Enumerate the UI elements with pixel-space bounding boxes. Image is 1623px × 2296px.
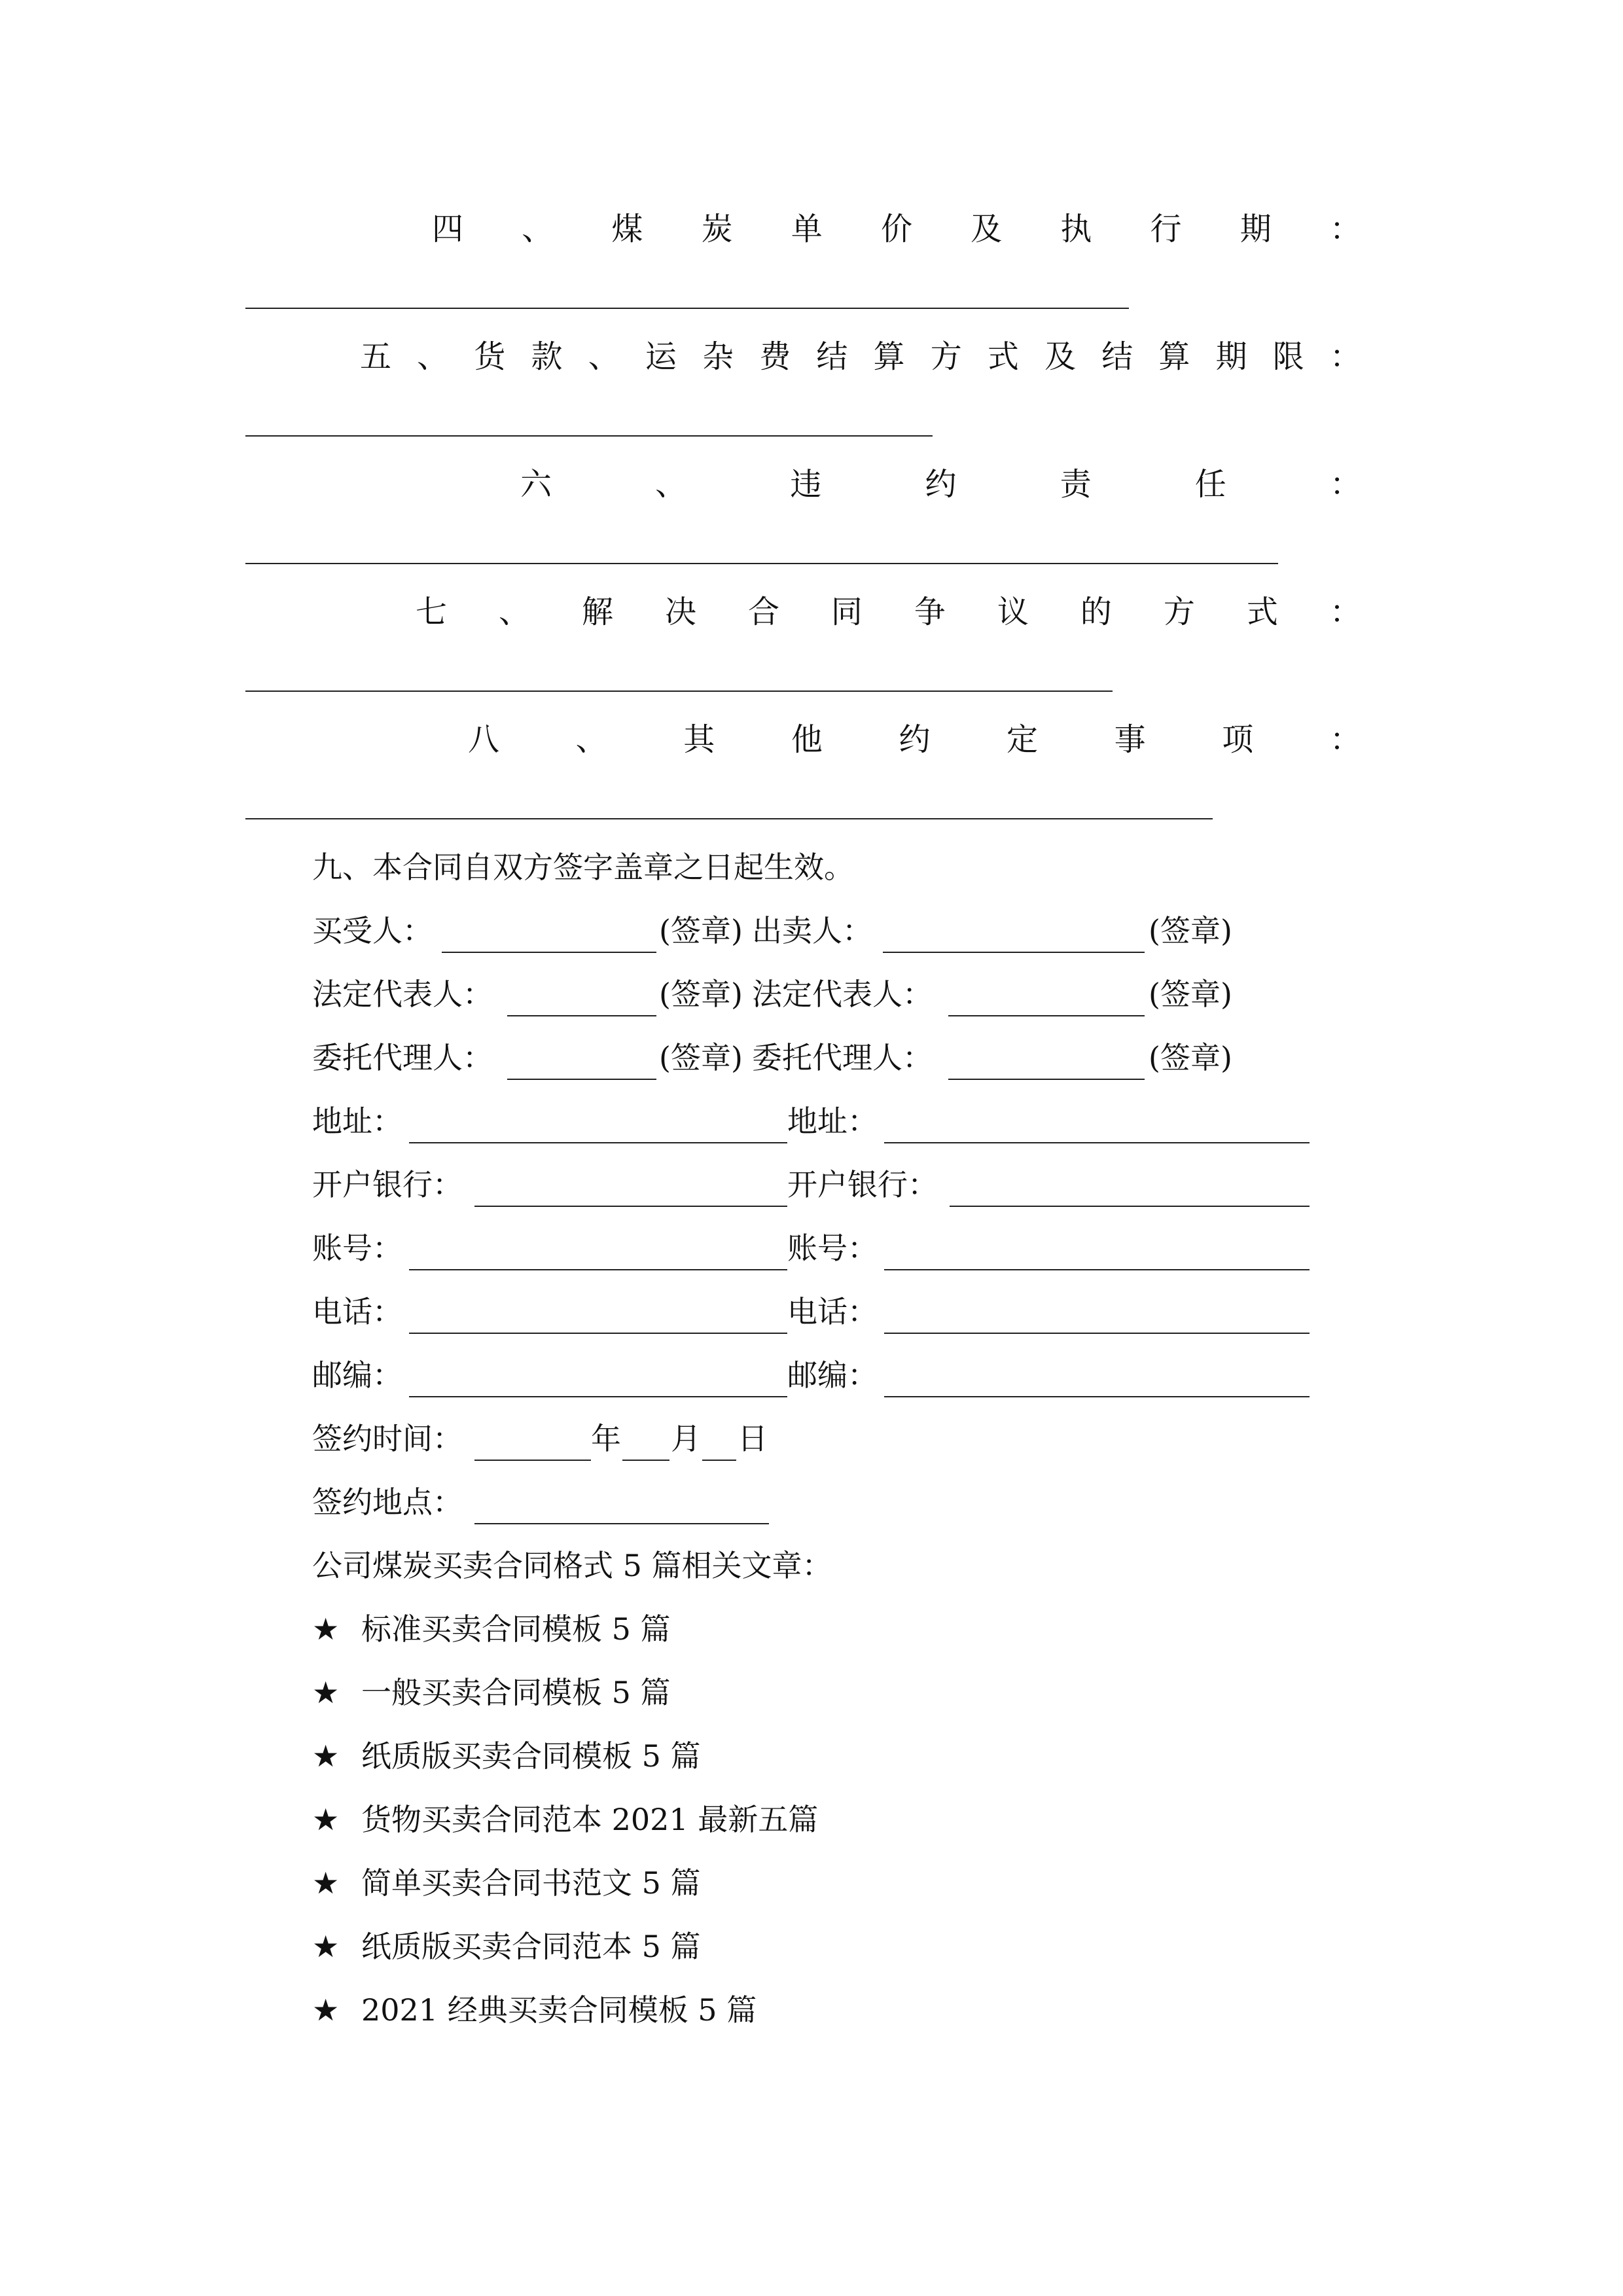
star-icon: ★ [312,1802,340,1837]
heading-char: 约 [899,721,931,758]
legal-rep-blank-1[interactable] [507,1015,656,1016]
heading-char: 五 [360,338,392,375]
legal-rep-label-2: 法定代表人： [752,977,933,1012]
account-label-2: 账号： [787,1230,878,1266]
agent-blank-2[interactable] [948,1079,1145,1080]
heading-char: 单 [791,211,823,247]
related-item[interactable] [312,1920,701,1973]
clause-5-fill-line [245,435,933,437]
heading-char: 执 [1060,211,1092,247]
heading-char: 事 [1114,721,1146,758]
address-blank-2[interactable] [884,1142,1310,1143]
agent-blank-1[interactable] [507,1079,656,1080]
clause-6-fill-line [245,563,1278,564]
date-label: 签约时间： [312,1421,463,1456]
heading-char: 约 [925,466,957,503]
heading-char: 他 [791,721,823,758]
phone-blank-1[interactable] [409,1333,787,1334]
heading-char: 炭 [701,211,733,247]
heading-char: 方 [930,338,962,375]
year-label: 年 [591,1421,621,1456]
heading-char: 期 [1240,211,1272,247]
agent-label-2: 委托代理人： [752,1040,933,1075]
heading-char: 款 [531,338,563,375]
heading-char: 运 [645,338,677,375]
heading-char: 、 [498,594,530,630]
heading-char: 、 [575,721,607,758]
star-icon: ★ [312,1675,340,1710]
clause-7-fill-line [245,691,1113,692]
legal-rep-blank-2[interactable] [948,1015,1145,1016]
heading-char: 式 [1246,594,1278,630]
bank-label-2: 开户银行： [787,1167,938,1202]
related-item[interactable] [312,1793,818,1846]
heading-char: 项 [1222,721,1254,758]
related-item-title: 简单买卖合同书范文 5 篇 [361,1865,701,1901]
heading-char: 四 [432,211,464,247]
heading-char: 结 [1101,338,1133,375]
account-label-1: 账号： [312,1230,402,1266]
phone-label-2: 电话： [787,1294,878,1329]
related-item-title: 货物买卖合同范本 2021 最新五篇 [361,1802,819,1837]
clause-9: 九、本合同自双方签字盖章之日起生效。 [312,850,854,885]
heading-char: ： [1329,594,1361,630]
related-item[interactable] [312,1984,757,2036]
heading-char: 解 [581,594,613,630]
heading-char: 八 [468,721,500,758]
star-icon: ★ [312,1992,340,2028]
clause-8-heading [468,713,1361,766]
heading-char: 价 [880,211,912,247]
seller-label: 出卖人： [752,913,872,948]
heading-char: 及 [971,211,1003,247]
heading-char: 及 [1044,338,1077,375]
postcode-blank-1[interactable] [409,1396,787,1397]
heading-char: 煤 [611,211,643,247]
related-item[interactable] [312,1857,701,1909]
place-blank[interactable] [474,1523,769,1524]
seal-2: (签章) [1149,913,1232,948]
heading-char: 、 [588,338,620,375]
heading-char: 的 [1080,594,1112,630]
related-item[interactable] [312,1666,671,1719]
phone-blank-2[interactable] [884,1333,1310,1334]
heading-char: 货 [474,338,506,375]
bank-blank-2[interactable] [950,1206,1310,1207]
heading-char: 决 [664,594,696,630]
heading-char: 方 [1163,594,1195,630]
clause-5-heading [360,331,1361,383]
seal-4: (签章) [1149,977,1232,1012]
clause-8-fill-line [245,818,1213,819]
clause-4-heading [432,203,1361,255]
heading-char: 杂 [702,338,734,375]
agent-label-1: 委托代理人： [312,1040,493,1075]
account-blank-1[interactable] [409,1269,787,1270]
related-item-title: 纸质版买卖合同范本 5 篇 [361,1929,701,1964]
heading-char: 争 [914,594,946,630]
heading-char: 六 [520,466,552,503]
postcode-label-2: 邮编： [787,1357,878,1393]
star-icon: ★ [312,1865,340,1901]
day-blank[interactable] [702,1460,736,1461]
buyer-label: 买受人： [312,913,433,948]
related-item-title: 2021 经典买卖合同模板 5 篇 [361,1992,757,2028]
phone-label-1: 电话： [312,1294,402,1329]
postcode-blank-2[interactable] [884,1396,1310,1397]
seal-1: (签章) [659,913,743,948]
month-label: 月 [671,1421,701,1456]
heading-char: 算 [1158,338,1190,375]
clause-4-fill-line [245,308,1129,309]
heading-char: 费 [759,338,791,375]
bank-blank-1[interactable] [474,1206,787,1207]
month-blank[interactable] [622,1460,669,1461]
day-label: 日 [738,1421,768,1456]
account-blank-2[interactable] [884,1269,1310,1270]
heading-char: ： [1329,721,1361,758]
heading-char: 合 [747,594,779,630]
heading-char: 违 [790,466,822,503]
heading-char: 、 [522,211,554,247]
seal-5: (签章) [659,1040,743,1075]
heading-char: 、 [417,338,449,375]
heading-char: 算 [873,338,905,375]
address-label-1: 地址： [312,1103,402,1139]
heading-char: 、 [655,466,687,503]
place-label: 签约地点： [312,1484,463,1520]
heading-char: 七 [416,594,448,630]
address-blank-1[interactable] [409,1142,787,1143]
related-heading: 公司煤炭买卖合同格式 5 篇相关文章： [312,1548,832,1583]
heading-char: 行 [1150,211,1182,247]
seal-3: (签章) [659,977,743,1012]
related-item[interactable] [312,1730,701,1782]
heading-char: ： [1329,338,1361,375]
buyer-blank[interactable] [442,952,656,953]
heading-char: ： [1329,466,1361,503]
heading-char: 式 [987,338,1019,375]
seal-6: (签章) [1149,1040,1232,1075]
star-icon: ★ [312,1738,340,1774]
related-item-title: 一般买卖合同模板 5 篇 [361,1675,671,1710]
legal-rep-label-1: 法定代表人： [312,977,493,1012]
heading-char: 议 [997,594,1029,630]
seller-blank[interactable] [883,952,1145,953]
address-label-2: 地址： [787,1103,878,1139]
heading-char: ： [1329,211,1361,247]
related-item-title: 标准买卖合同模板 5 篇 [361,1611,671,1647]
clause-7-heading [416,586,1361,638]
bank-label-1: 开户银行： [312,1167,463,1202]
star-icon: ★ [312,1929,340,1964]
clause-6-heading [520,458,1361,511]
related-item-title: 纸质版买卖合同模板 5 篇 [361,1738,701,1774]
heading-char: 期 [1215,338,1247,375]
heading-char: 责 [1060,466,1092,503]
year-blank[interactable] [474,1460,591,1461]
heading-char: 结 [816,338,848,375]
heading-char: 限 [1272,338,1304,375]
star-icon: ★ [312,1611,340,1647]
heading-char: 其 [683,721,715,758]
postcode-label-1: 邮编： [312,1357,402,1393]
heading-char: 任 [1194,466,1226,503]
heading-char: 定 [1007,721,1039,758]
related-item[interactable] [312,1603,671,1655]
heading-char: 同 [830,594,863,630]
